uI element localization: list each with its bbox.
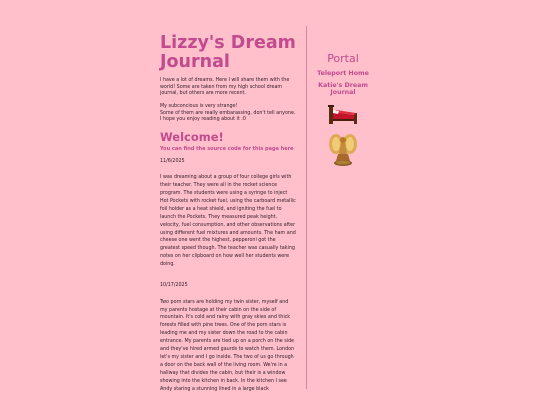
main-column: [160, 34, 296, 394]
column-divider: [306, 26, 307, 389]
sidebar-title: Portal: [327, 52, 359, 65]
entry-text: Two porn stars are holding my twin sister, myself and my parents hostage at their cabin on the side of mountain. It's cold and rainy with gray skies and thick forests filled with pine trees. One of the porn stars is leading me and my sister down the road to the cabin entrance. My parents are tied up on a porch on the side and they've hired armed gaurds to watch them. London let's my sister and I go inside. The two of us go through a door on the back wall of the living room. We're in a hallway that divides the cabin, but their is a window showing into the kitchen in back. In the kitchen I see Andy staring a stunning lined in a large black: [160, 299, 295, 392]
entry-text: I was dreaming about a group of four college girls with their teacher. They were all in the rocket science program. The students were using a syringe to inject Hot Pockets with rocket fuel, using the carboard metallic foil holder as a heat shield, and igniting the fuel to launch the Pockets. They measured peak height, velocity, fuel consumption, and other observations after using different fuel mixtures and amounts. The ham and cheese one went the highest, pepperoni got the greatest speed though. The teacher was casually taking notes on her clipboard on how well her students were doing.: [160, 175, 296, 268]
intro-line: Some of them are really embarassing, don't tell anyone.: [160, 110, 296, 116]
fairy-figurine-icon: [326, 132, 360, 168]
intro-line: My subconcious is very strange!: [160, 104, 238, 110]
katies-dream-journal-link[interactable]: Katie's Dream Journal: [318, 82, 368, 97]
red-bed-icon[interactable]: [327, 103, 359, 127]
entry-date: 11/6/2025: [160, 158, 185, 164]
intro-paragraph: I have a lot of dreams. Here I will share them with the world! Some are taken from my high school dream journal, but others are more recent.: [160, 78, 290, 97]
entry-date: 10/17/2025: [160, 283, 188, 289]
intro-paragraph-2: [160, 104, 296, 124]
intro-line: I hope you enjoy reading about it :0: [160, 117, 246, 123]
welcome-heading: Welcome!: [160, 129, 224, 144]
page-title: Lizzy's Dream Journal: [160, 33, 296, 72]
sidebar: [310, 52, 376, 168]
source-code-link[interactable]: You can find the source code for this page here: [160, 145, 294, 152]
intro-text: [160, 78, 296, 124]
teleport-home-link[interactable]: Teleport Home: [317, 70, 369, 77]
